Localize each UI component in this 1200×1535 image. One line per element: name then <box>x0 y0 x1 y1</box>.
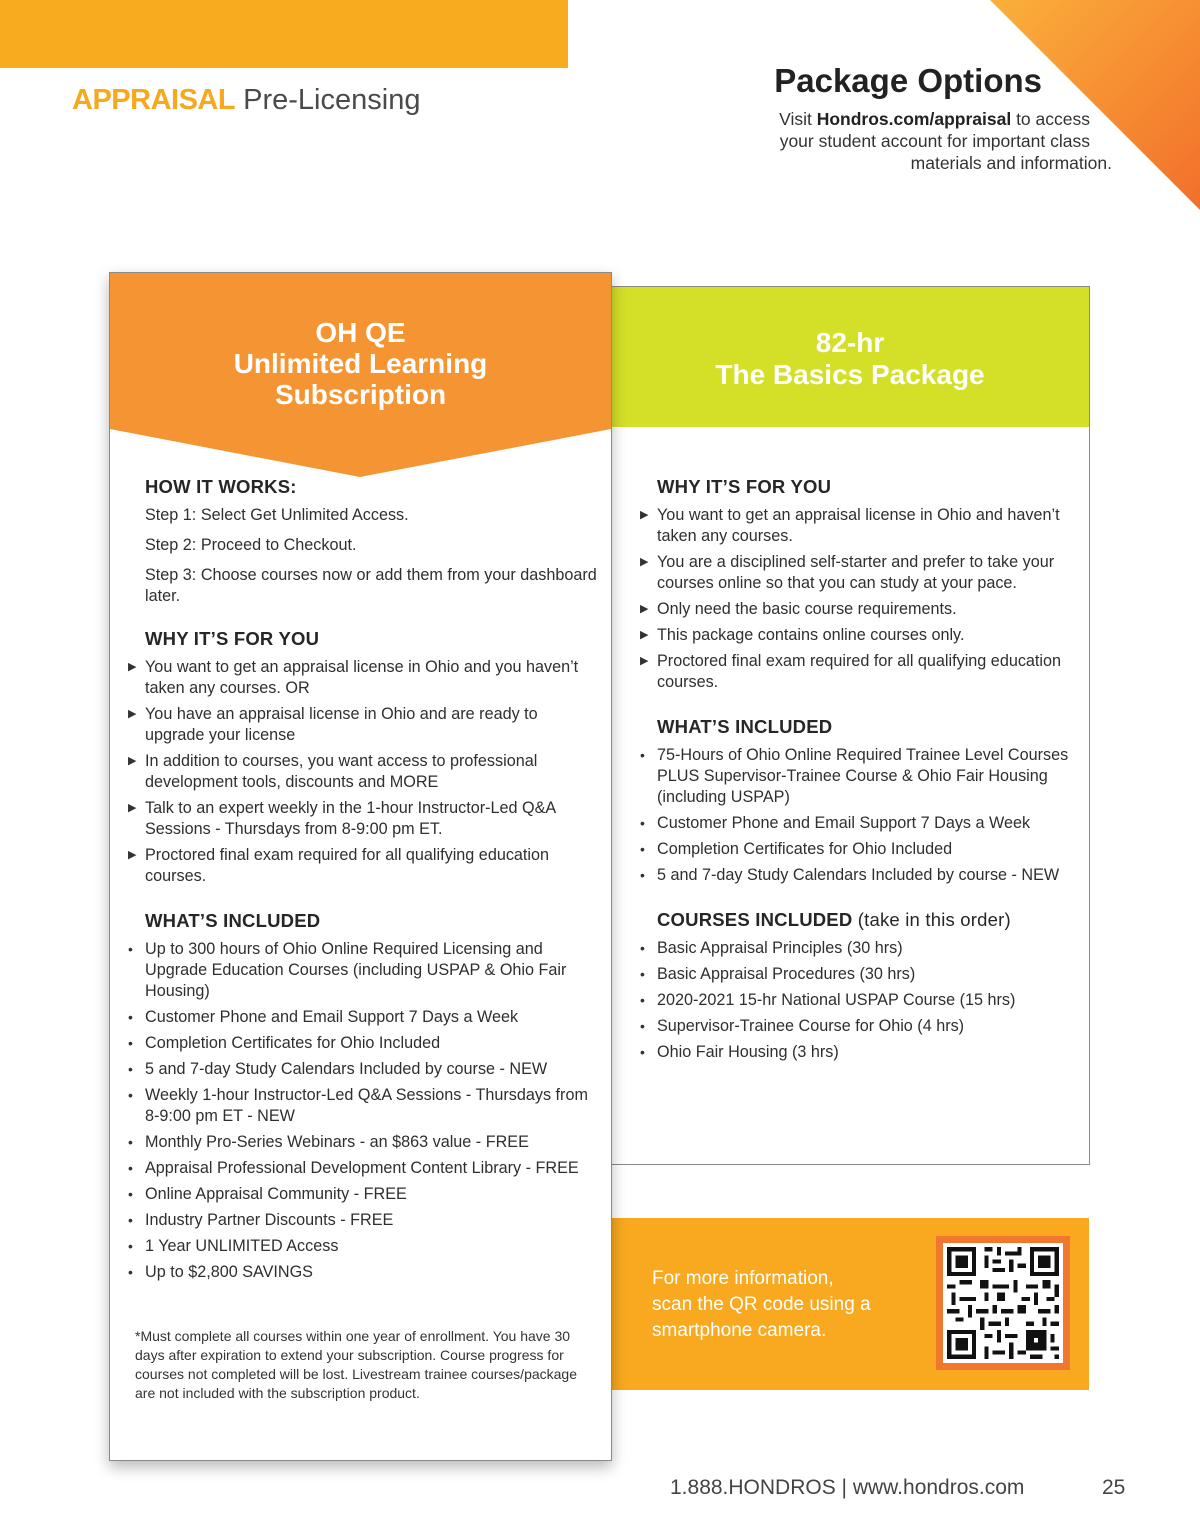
why-heading: WHY IT’S FOR YOU <box>145 628 320 649</box>
list-item: ▶ This package contains online courses only. <box>640 626 965 644</box>
courses-heading: COURSES INCLUDED (take in this order) <box>657 909 1011 930</box>
dot-bullet-icon: • <box>128 941 133 957</box>
list-item: • Basic Appraisal Principles (30 hrs) <box>640 939 903 957</box>
dot-bullet-icon: • <box>128 1264 133 1280</box>
list-item: ▶ You are a disciplined self-starter and prefer to take your courses online so that you can study at your pace. <box>640 553 1055 592</box>
info-line: scan the QR code using a <box>652 1294 871 1315</box>
step-3: Step 3: Choose courses now or add them from your dashboard later. <box>145 566 597 605</box>
list-item: • Ohio Fair Housing (3 hrs) <box>640 1043 839 1061</box>
list-item: • Industry Partner Discounts - FREE <box>128 1211 394 1229</box>
list-item: • Completion Certificates for Ohio Included <box>640 840 953 858</box>
dot-bullet-icon: • <box>128 1160 133 1176</box>
list-item: • Completion Certificates for Ohio Included <box>128 1034 441 1052</box>
triangle-bullet-icon: ▶ <box>128 849 137 861</box>
included-heading: WHAT’S INCLUDED <box>145 910 321 931</box>
brand-rest: Pre-Licensing <box>243 84 421 116</box>
dot-bullet-icon: • <box>640 966 645 982</box>
dot-bullet-icon: • <box>128 1035 133 1051</box>
list-item: • Appraisal Professional Development Content Library - FREE <box>128 1159 579 1177</box>
corner-accent <box>990 0 1200 210</box>
triangle-bullet-icon: ▶ <box>640 629 649 641</box>
list-item: • Up to 300 hours of Ohio Online Required Licensing and Upgrade Education Courses (including USPAP & Ohio Fair Housing) <box>128 940 567 1000</box>
triangle-bullet-icon: ▶ <box>640 603 649 615</box>
list-item: ▶ Only need the basic course requirements. <box>640 600 957 618</box>
section-brand <box>72 84 420 117</box>
dot-bullet-icon: • <box>640 992 645 1008</box>
list-item: • 75-Hours of Ohio Online Required Trainee Level Courses PLUS Supervisor-Trainee Course & Ohio Fair Housing (including USPAP) <box>640 746 1069 806</box>
basics-package-title <box>611 327 1089 391</box>
qr-code-icon <box>943 1243 1063 1363</box>
triangle-bullet-icon: ▶ <box>128 708 137 720</box>
included-heading: WHAT’S INCLUDED <box>657 716 833 737</box>
list-item: • 5 and 7-day Study Calendars Included by course - NEW <box>128 1060 548 1078</box>
list-item: ▶ Talk to an expert weekly in the 1-hour Instructor-Led Q&A Sessions - Thursdays from 8-9:00 pm ET. <box>128 799 556 838</box>
triangle-bullet-icon: ▶ <box>128 755 137 767</box>
triangle-bullet-icon: ▶ <box>640 509 649 521</box>
sub-prefix: Visit <box>779 109 817 129</box>
qr-info-text <box>652 1266 922 1344</box>
list-item: • Monthly Pro-Series Webinars - an $863 value - FREE <box>128 1133 529 1151</box>
list-item: ▶ Proctored final exam required for all qualifying education courses. <box>640 652 1062 691</box>
dot-bullet-icon: • <box>128 1061 133 1077</box>
title-line: The Basics Package <box>715 359 985 390</box>
list-item: • Customer Phone and Email Support 7 Days a Week <box>640 814 1031 832</box>
list-item: • 1 Year UNLIMITED Access <box>128 1237 339 1255</box>
brand-bold: APPRAISAL <box>72 84 236 116</box>
footer-contact: 1.888.HONDROS | www.hondros.com <box>670 1476 1025 1499</box>
sub-line-2: your student account for important class <box>779 131 1090 151</box>
triangle-bullet-icon: ▶ <box>128 802 137 814</box>
dot-bullet-icon: • <box>640 940 645 956</box>
page-number: 25 <box>1102 1476 1126 1499</box>
info-line: For more information, <box>652 1268 834 1289</box>
list-item: • Online Appraisal Community - FREE <box>128 1185 407 1203</box>
appraisal-link[interactable]: Hondros.com/appraisal <box>816 109 1012 129</box>
list-item: ▶ You have an appraisal license in Ohio and are ready to upgrade your license <box>128 705 538 744</box>
step-1: Step 1: Select Get Unlimited Access. <box>145 506 409 524</box>
dot-bullet-icon: • <box>640 1044 645 1060</box>
subscription-title <box>110 317 611 410</box>
included-list <box>128 939 597 1283</box>
list-item: • Customer Phone and Email Support 7 Days a Week <box>128 1008 519 1026</box>
list-item: • Basic Appraisal Procedures (30 hrs) <box>640 965 916 983</box>
title-line: Unlimited Learning <box>233 348 488 379</box>
how-heading: HOW IT WORKS: <box>145 476 297 497</box>
courses-list <box>640 938 1077 1063</box>
dot-bullet-icon: • <box>640 815 645 831</box>
basics-package-body <box>640 476 1077 1068</box>
dot-bullet-icon: • <box>640 747 645 763</box>
why-list <box>640 505 1077 693</box>
dot-bullet-icon: • <box>128 1134 133 1150</box>
why-heading: WHY IT’S FOR YOU <box>657 476 832 497</box>
triangle-bullet-icon: ▶ <box>640 655 649 667</box>
dot-bullet-icon: • <box>640 867 645 883</box>
dot-bullet-icon: • <box>128 1009 133 1025</box>
list-item: ▶ Proctored final exam required for all qualifying education courses. <box>128 846 550 885</box>
qr-info-box <box>612 1218 1089 1390</box>
list-item: • 2020-2021 15-hr National USPAP Course (15 hrs) <box>640 991 1016 1009</box>
dot-bullet-icon: • <box>128 1087 133 1103</box>
top-accent-bar <box>0 0 568 68</box>
sub-suffix: to access <box>1011 109 1090 129</box>
step-2: Step 2: Proceed to Checkout. <box>145 536 357 554</box>
subscription-body <box>128 476 597 1288</box>
list-item: • Weekly 1-hour Instructor-Led Q&A Sessions - Thursdays from 8-9:00 pm ET - NEW <box>128 1086 588 1125</box>
dot-bullet-icon: • <box>128 1186 133 1202</box>
list-item: ▶ In addition to courses, you want access to professional development tools, discounts and MORE <box>128 752 538 791</box>
dot-bullet-icon: • <box>128 1238 133 1254</box>
qr-code[interactable] <box>936 1236 1070 1370</box>
dot-bullet-icon: • <box>640 1018 645 1034</box>
sub-line-3: materials and information. <box>910 153 1112 173</box>
title-line: 82-hr <box>815 327 885 358</box>
subscription-footnote: *Must complete all courses within one year of enrollment. You have 30 days after expiration to extend your subscription. Course progress for courses not completed will be lost. Livestream trainee courses/package are not included with the subscription product. <box>135 1328 577 1401</box>
dot-bullet-icon: • <box>640 841 645 857</box>
included-list <box>640 745 1077 886</box>
basics-package-header <box>611 287 1089 427</box>
page-title: Package Options <box>774 62 1042 99</box>
list-item: ▶ You want to get an appraisal license in Ohio and you haven’t taken any courses. OR <box>128 658 579 697</box>
list-item: • Supervisor-Trainee Course for Ohio (4 hrs) <box>640 1017 965 1035</box>
list-item: • 5 and 7-day Study Calendars Included by course - NEW <box>640 866 1060 884</box>
list-item: • Up to $2,800 SAVINGS <box>128 1263 313 1281</box>
why-list <box>128 657 597 887</box>
dot-bullet-icon: • <box>128 1212 133 1228</box>
title-line: Subscription <box>274 379 447 410</box>
info-line: smartphone camera. <box>652 1320 827 1341</box>
title-line: OH QE <box>315 317 406 348</box>
triangle-bullet-icon: ▶ <box>640 556 649 568</box>
triangle-bullet-icon: ▶ <box>128 661 137 673</box>
list-item: ▶ You want to get an appraisal license in Ohio and haven’t taken any courses. <box>640 506 1060 545</box>
page-subtitle <box>700 108 1112 174</box>
